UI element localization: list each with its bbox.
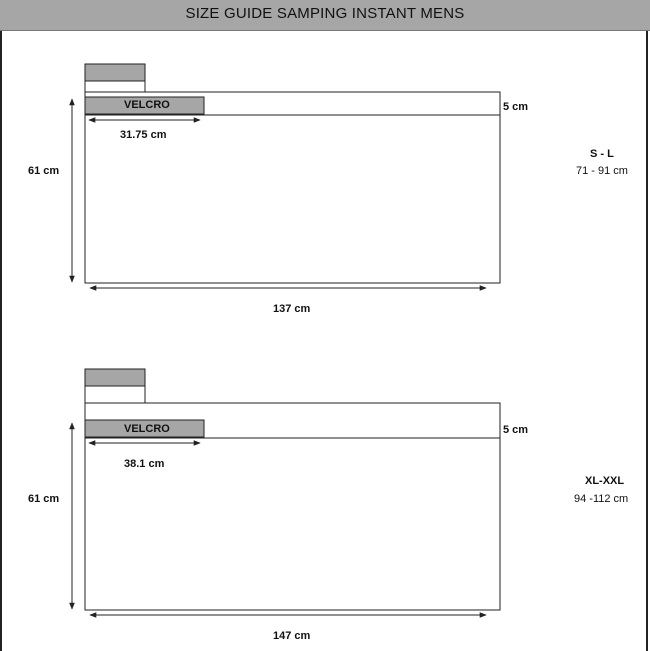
page-title: SIZE GUIDE SAMPING INSTANT MENS (185, 5, 465, 22)
size-name-2: XL-XXL (585, 475, 625, 487)
diagram-1 (72, 64, 500, 288)
strap-height-label-1: 5 cm (503, 101, 529, 113)
width-label-1: 137 cm (273, 303, 311, 315)
strap-height-label-2: 5 cm (503, 424, 529, 436)
diagram-2 (72, 369, 500, 615)
size-range-1: 71 - 91 cm (576, 165, 628, 177)
velcro-label-2: VELCRO (124, 423, 170, 435)
velcro-width-label-2: 38.1 cm (124, 458, 165, 470)
top-tab-1 (85, 64, 145, 81)
height-label-1: 61 cm (28, 165, 60, 177)
width-label-2: 147 cm (273, 630, 311, 642)
height-label-2: 61 cm (28, 493, 60, 505)
top-tab-2 (85, 369, 145, 386)
size-name-1: S - L (590, 148, 614, 160)
velcro-width-label-1: 31.75 cm (120, 129, 167, 141)
top-tab-white-1 (85, 81, 145, 92)
top-tab-white-2 (85, 386, 145, 403)
velcro-label-1: VELCRO (124, 99, 170, 111)
size-range-2: 94 -112 cm (574, 493, 629, 505)
